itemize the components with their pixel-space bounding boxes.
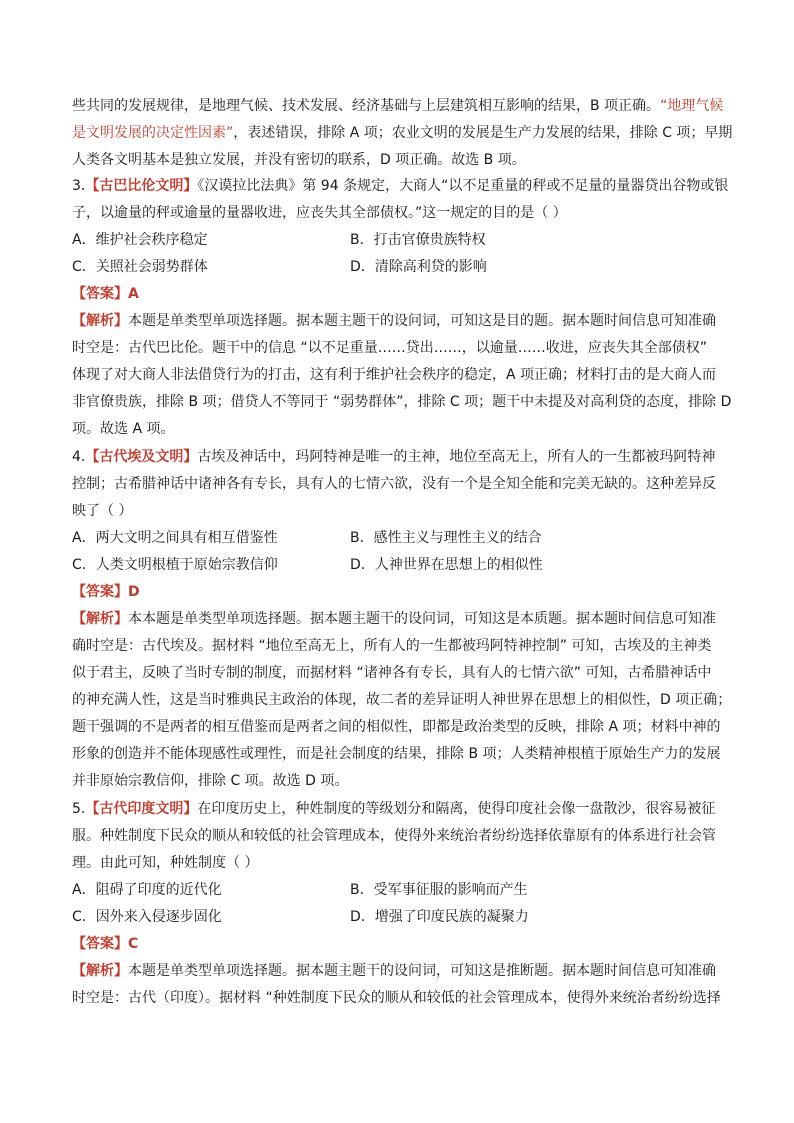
question-5-answer — [72, 930, 138, 958]
question-5-stem-line-2: 服。种姓制度下民众的顺从和较低的社会管理成本，使得外来统治者纷纷选择依靠原有的体系进行社会管 — [72, 828, 716, 844]
question-4-analysis-line-3: 似于君主，反映了当时专制的制度，而据材料 “诸神各有专长，具有人的七情六欲” 可知，古希腊神话中 — [72, 665, 712, 681]
question-3-analysis-line-4: 非官僚贵族，排除 B 项；借贷人不等同于 “弱势群体”，排除 C 项；题干中未提及对高利贷的态度，排除 D — [72, 394, 732, 410]
question-4-analysis-line-4: 的神充满人性，这是当时雅典民主政治的体现，故二者的差异证明人神世界在思想上的相似性，D 项正确； — [72, 692, 732, 708]
question-5-option-b: B．受军事征服的影响而产生 — [350, 882, 528, 898]
text-span: 些共同的发展规律，是地理气候、技术发展、经济基础与上层建筑相互影响的结果，B 项正确。 — [72, 98, 661, 114]
answer-tag: 【答案】 — [72, 936, 128, 952]
question-tag: 【古巴比伦文明】 — [85, 178, 198, 194]
question-4-analysis-line-1 — [72, 605, 716, 633]
question-4-option-b: B．感性主义与理性主义的结合 — [350, 530, 542, 546]
question-3-analysis-line-5: 项。故选 A 项。 — [72, 421, 175, 437]
answer-value: D — [128, 584, 140, 600]
text-span: ，表述错误，排除 A 项；农业文明的发展是生产力发展的结果，排除 C 项；早期 — [233, 125, 733, 141]
continuation-line-3: 人类各文明基本是独立发展，并没有密切的联系，D 项正确。故选 B 项。 — [72, 152, 526, 168]
question-5-analysis-line-1 — [72, 957, 716, 985]
question-4-stem-line-2: 控制；古希腊神话中诸神各有专长，具有人的七情六欲，没有一个是全知全能和完美无缺的。这种差异反 — [72, 476, 716, 492]
answer-value: C — [128, 936, 139, 952]
analysis-tag: 【解析】 — [72, 313, 128, 329]
question-4-stem-line-1 — [72, 443, 715, 471]
answer-value: A — [128, 286, 139, 302]
answer-tag: 【答案】 — [72, 286, 128, 302]
question-3-analysis-line-2: 时空是：古代巴比伦。题干中的信息 “以不足重量……贷出……，以逾量……收进，应丧失其全部债权” — [72, 340, 707, 356]
question-3-option-a: A．维护社会秩序稳定 — [72, 232, 208, 248]
question-4-analysis-line-6: 形象的创造并不能体现感性或理性，而是社会制度的结果，排除 B 项；人类精神根植于原始生产力的发展 — [72, 746, 721, 762]
question-4-analysis-line-7: 并非原始宗教信仰，排除 C 项。故选 D 项。 — [72, 773, 349, 789]
question-3-stem-line-1 — [72, 172, 728, 200]
analysis-tag: 【解析】 — [72, 963, 128, 979]
question-5-stem-line-1 — [72, 795, 715, 823]
continuation-line-1 — [72, 92, 723, 120]
highlighted-quote: “地理气候 — [660, 98, 724, 114]
analysis-text: 本题是单类型单项选择题。据本题主题干的设问词，可知这是目的题。据本题时间信息可知准确 — [128, 313, 716, 329]
question-5-stem-line-3: 理。由此可知，种姓制度（ ） — [72, 855, 259, 871]
question-3-option-b: B．打击官僚贵族特权 — [350, 232, 486, 248]
question-number: 4. — [72, 449, 86, 465]
question-4-option-a: A．两大文明之间具有相互借鉴性 — [72, 530, 278, 546]
question-3-analysis-line-3: 体现了对大商人非法借贷行为的打击，这有利于维护社会秩序的稳定，A 项正确；材料打击的是大商人而 — [72, 367, 717, 383]
highlighted-quote: 是文明发展的决定性因素” — [72, 125, 234, 141]
analysis-text: 本本题是单类型单项选择题。据本题主题干的设问词，可知这是本质题。据本题时间信息可知准 — [128, 611, 716, 627]
analysis-text: 本题是单类型单项选择题。据本题主题干的设问词，可知这是推断题。据本题时间信息可知准确 — [128, 963, 716, 979]
question-tag: 【古代埃及文明】 — [85, 449, 198, 465]
question-4-option-d: D．人神世界在思想上的相似性 — [350, 557, 543, 573]
question-4-analysis-line-5: 题干强调的不是两者的相互借鉴而是两者之间的相似性，即都是政治类型的反映，排除 A 项；材料中神的 — [72, 719, 721, 735]
question-tag: 【古代印度文明】 — [85, 801, 198, 817]
question-4-answer — [72, 578, 140, 606]
question-stem: 《汉谟拉比法典》第 94 条规定，大商人“以不足重量的秤或不足量的量器贷出谷物或银 — [197, 178, 729, 194]
question-5-option-a: A．阻碍了印度的近代化 — [72, 882, 222, 898]
analysis-tag: 【解析】 — [72, 611, 128, 627]
continuation-line-2 — [72, 119, 732, 147]
question-3-stem-line-2: 子，以逾量的秤或逾量的量器收进，应丧失其全部债权。”这一规定的目的是（ ） — [72, 205, 567, 221]
question-3-option-d: D．清除高利贷的影响 — [350, 259, 487, 275]
question-number: 5. — [72, 801, 86, 817]
question-5-option-d: D．增强了印度民族的凝聚力 — [350, 909, 529, 925]
question-3-answer — [72, 280, 139, 308]
question-number: 3. — [72, 178, 86, 194]
question-4-stem-line-3: 映了（ ） — [72, 503, 133, 519]
question-3-option-c: C．关照社会弱势群体 — [72, 259, 208, 275]
question-3-analysis-line-1 — [72, 307, 716, 335]
question-4-option-c: C．人类文明根植于原始宗教信仰 — [72, 557, 278, 573]
question-5-option-c: C．因外来入侵逐步固化 — [72, 909, 222, 925]
question-stem: 在印度历史上，种姓制度的等级划分和隔离，使得印度社会像一盘散沙，很容易被征 — [197, 801, 716, 817]
question-4-analysis-line-2: 确时空是：古代埃及。据材料 “地位至高无上，所有人的一生都被玛阿特神控制” 可知，古埃及的主神类 — [72, 638, 712, 654]
answer-tag: 【答案】 — [72, 584, 128, 600]
question-stem: 古埃及神话中，玛阿特神是唯一的主神，地位至高无上，所有人的一生都被玛阿特神 — [197, 449, 716, 465]
question-5-analysis-line-2: 时空是：古代（印度）。据材料 “种姓制度下民众的顺从和较低的社会管理成本，使得外来统治者纷纷选择 — [72, 990, 721, 1006]
